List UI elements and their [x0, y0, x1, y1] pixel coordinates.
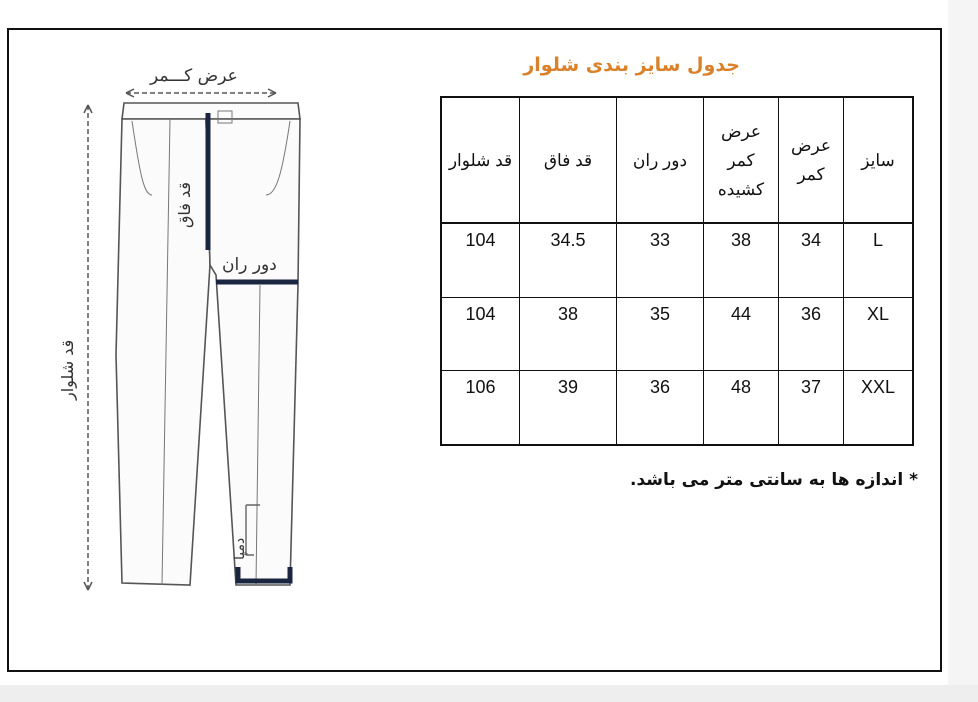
cell-thigh: 35 [617, 297, 704, 370]
cell-rise: 34.5 [520, 223, 617, 297]
table-row [441, 223, 913, 297]
cell-size: L [844, 223, 914, 297]
cell-thigh: 36 [617, 371, 704, 445]
table-row [441, 371, 913, 445]
cell-rise: 38 [520, 297, 617, 370]
cell-waist-stretched: 44 [704, 297, 779, 370]
cell-waist: 36 [779, 297, 844, 370]
col-header-thigh: دور ران [617, 97, 704, 223]
cell-waist-stretched: 38 [704, 223, 779, 297]
cell-length: 104 [441, 223, 520, 297]
size-table [440, 96, 914, 446]
table-header-row [441, 97, 913, 223]
cell-waist-stretched: 48 [704, 371, 779, 445]
chart-title: جدول سایز بندی شلوار [523, 54, 740, 76]
hem-label: دمپا [232, 537, 248, 560]
col-header-waist-stretched: عرض کمر کشیده [704, 97, 779, 223]
units-note: * اندازه ها به سانتی متر می باشد. [629, 470, 918, 490]
col-header-waist: عرض کمر [779, 97, 844, 223]
cell-size: XXL [844, 371, 914, 445]
col-header-size: سایز [844, 97, 914, 223]
waist-width-label: عرض کـــمر [150, 66, 238, 86]
cell-waist: 34 [779, 223, 844, 297]
trouser-diagram [40, 55, 330, 615]
cell-thigh: 33 [617, 223, 704, 297]
col-header-length: قد شلوار [441, 97, 520, 223]
cell-length: 106 [441, 371, 520, 445]
rise-label: قد فاق [175, 181, 194, 228]
col-header-rise: قد فاق [520, 97, 617, 223]
thigh-label: دور ران [222, 255, 277, 275]
cell-size: XL [844, 297, 914, 370]
page-bottom-bar [0, 685, 978, 702]
cell-rise: 39 [520, 371, 617, 445]
side-strip [948, 0, 978, 702]
cell-length: 104 [441, 297, 520, 370]
length-label: قد شلوار [58, 339, 77, 400]
cell-waist: 37 [779, 371, 844, 445]
table-row [441, 297, 913, 370]
